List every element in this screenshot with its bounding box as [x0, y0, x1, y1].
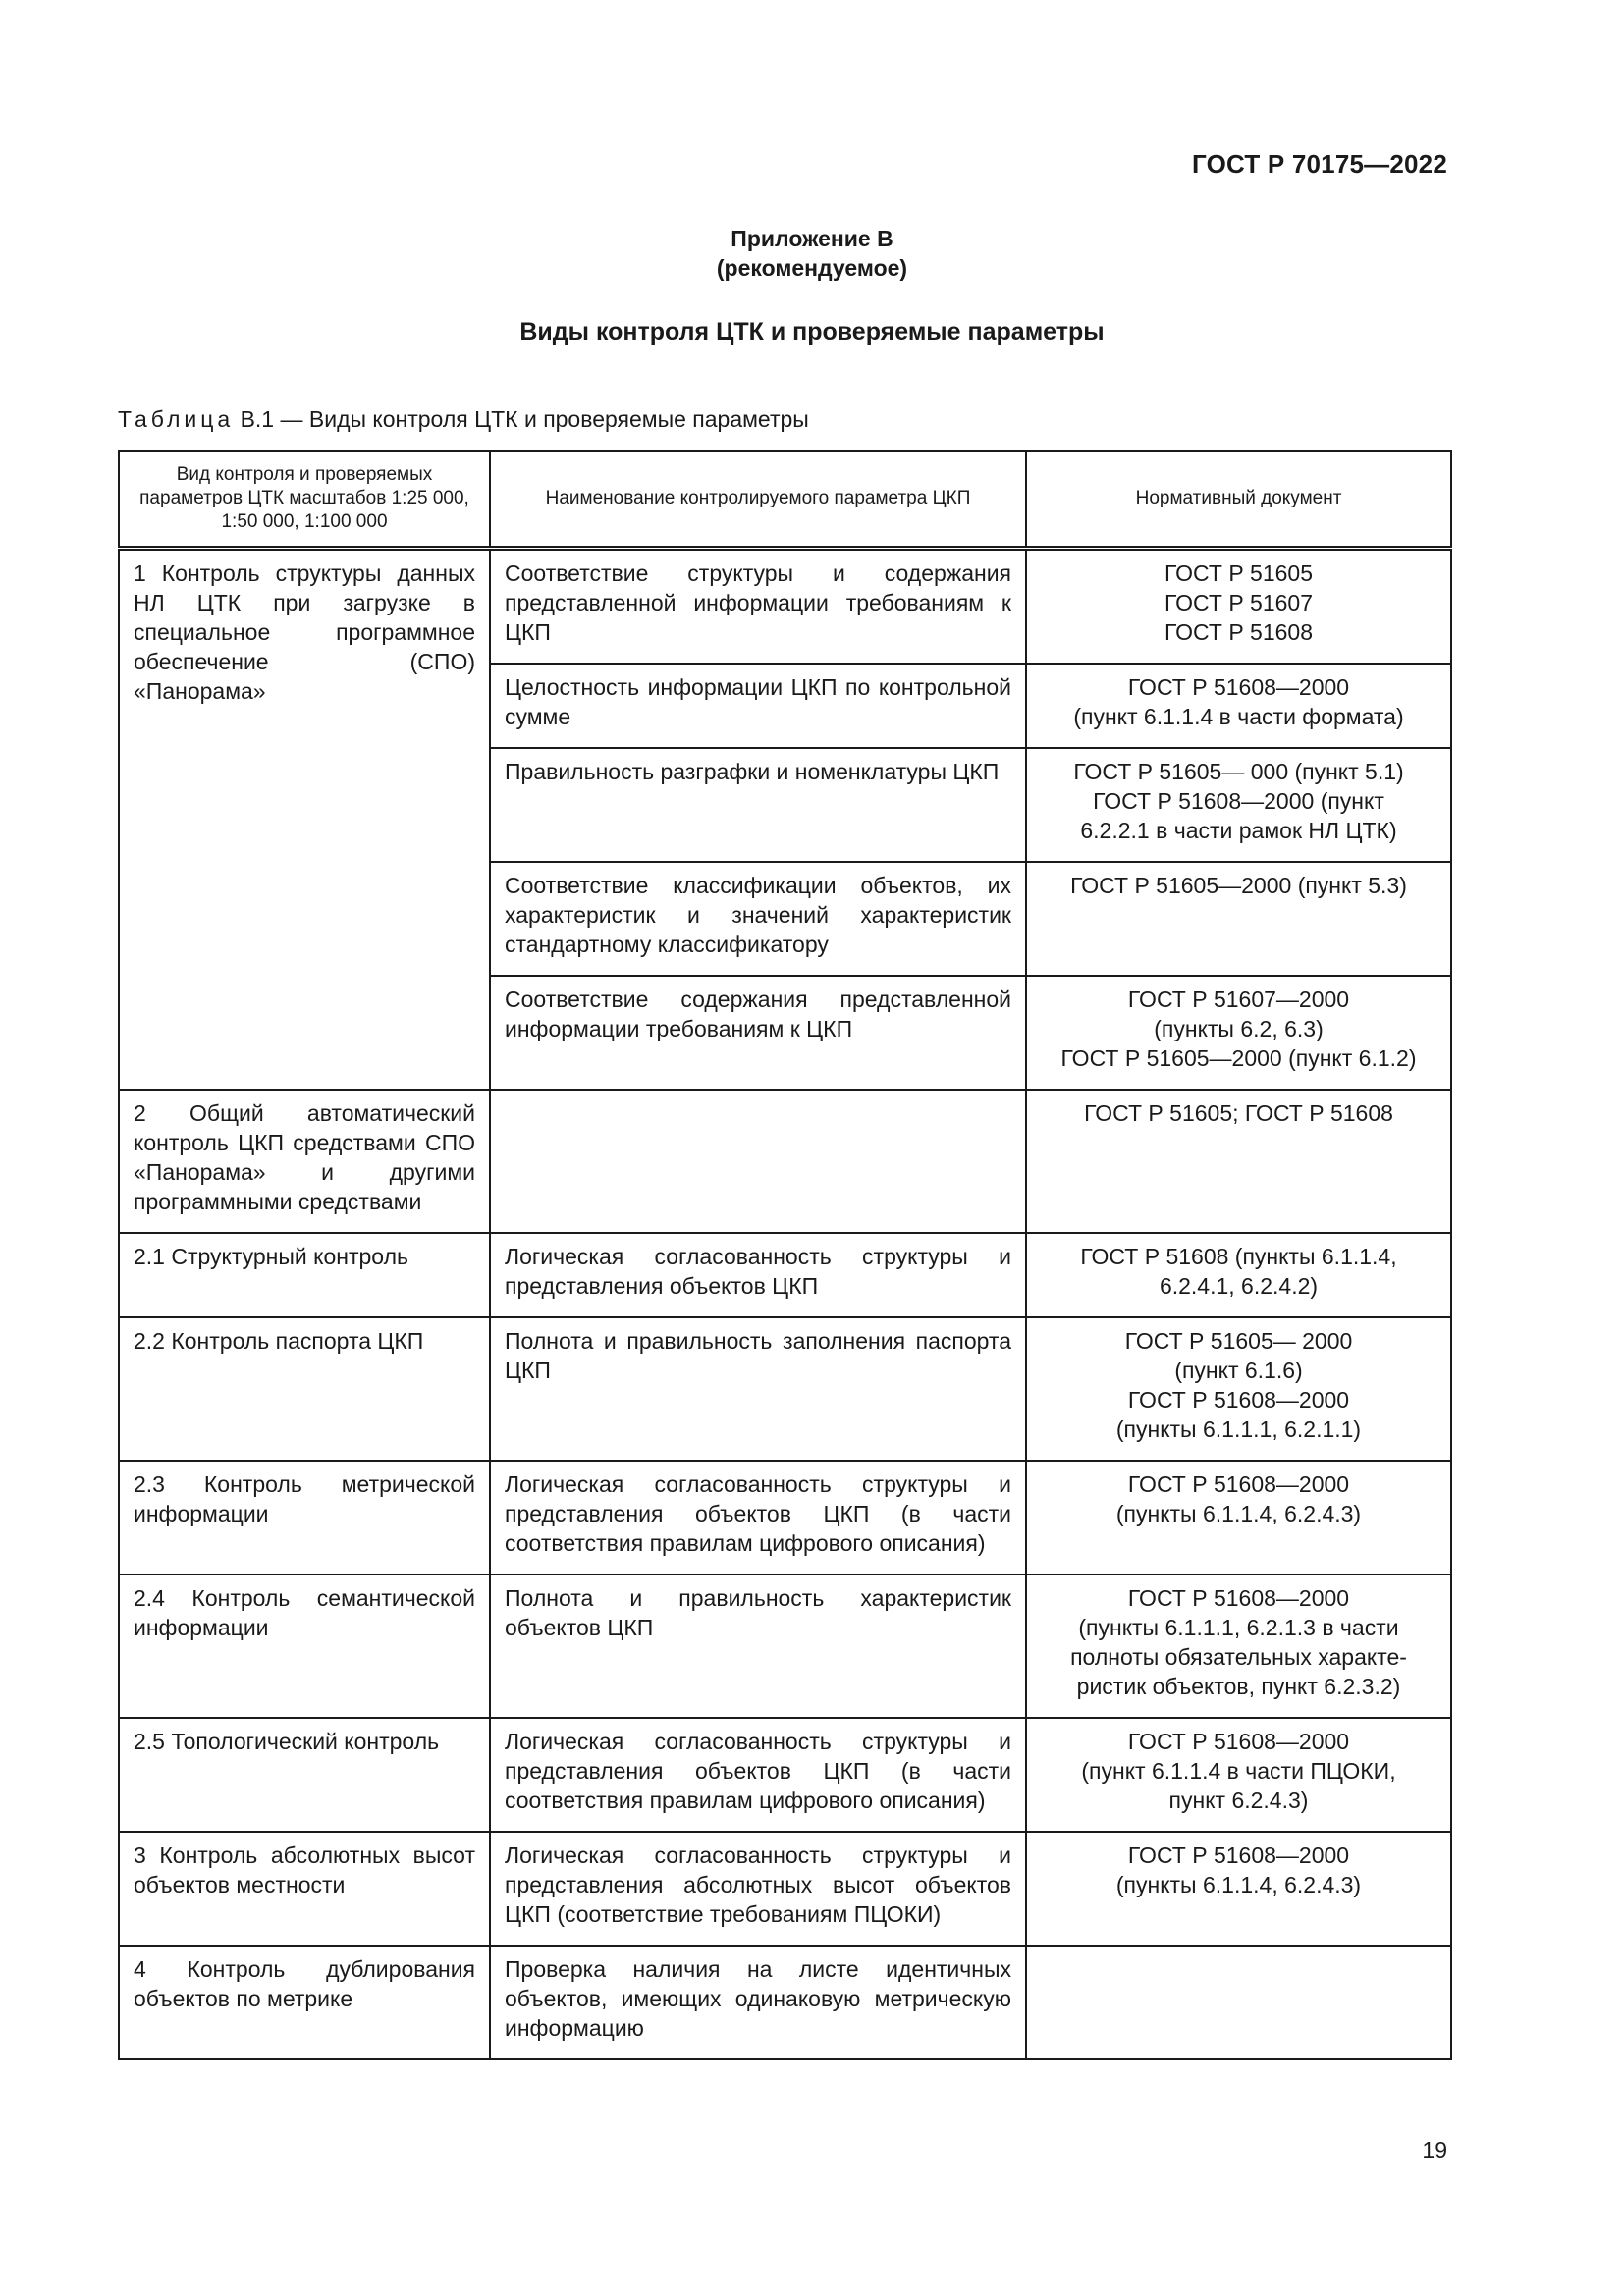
normative-doc-line: (пункты 6.1.1.1, 6.2.1.3 в части [1078, 1615, 1399, 1640]
normative-doc-line: ГОСТ Р 51608 (пункты 6.1.1.4, [1080, 1244, 1397, 1269]
parameter-cell: Соответствие структуры и содержания представленной информации требованиям к ЦКП [490, 549, 1026, 665]
parameter-cell: Логическая согласованность структуры и представления объектов ЦКП (в части соответствия правилам цифрового описания) [490, 1461, 1026, 1575]
control-type-cell: 2 Общий автоматический контроль ЦКП средствами СПО «Панорама» и другими программными средствами [119, 1090, 490, 1233]
control-type-cell: 4 Контроль дублирования объектов по метрике [119, 1946, 490, 2059]
table-row [119, 549, 1451, 665]
parameter-cell: Полнота и правильность заполнения паспорта ЦКП [490, 1317, 1026, 1461]
section-title: Виды контроля ЦТК и проверяемые параметры [519, 318, 1105, 346]
normative-doc-line: ристик объектов, пункт 6.2.3.2) [1076, 1674, 1401, 1699]
page-number: 19 [1422, 2137, 1447, 2163]
parameter-cell: Правильность разграфки и номенклатуры ЦКП [490, 748, 1026, 862]
normative-doc-cell [1026, 1233, 1451, 1317]
appendix-label: Приложение В [731, 226, 893, 251]
normative-doc-line: полноты обязательных характе- [1070, 1644, 1407, 1670]
normative-doc-line: (пункт 6.1.6) [1174, 1358, 1303, 1383]
normative-doc-line: ГОСТ Р 51608—2000 [1127, 674, 1350, 700]
normative-doc-cell [1026, 1832, 1451, 1946]
header-parameter: Наименование контролируемого параметра ЦКП [490, 451, 1026, 549]
normative-doc-cell [1026, 1718, 1451, 1832]
normative-doc-cell [1026, 1317, 1451, 1461]
parameter-cell: Полнота и правильность характеристик объектов ЦКП [490, 1575, 1026, 1718]
normative-doc-cell [1026, 1090, 1451, 1233]
table-caption-prefix: Таблица [118, 406, 235, 432]
table-body [119, 549, 1451, 2060]
parameter-cell: Соответствие классификации объектов, их характеристик и значений характеристик стандартному классификатору [490, 862, 1026, 976]
normative-doc-line: ГОСТ Р 51605— 000 (пункт 5.1) [1073, 759, 1404, 784]
normative-doc-line: (пункт 6.1.1.4 в части формата) [1073, 704, 1404, 729]
document-code: ГОСТ Р 70175—2022 [1192, 149, 1447, 179]
normative-doc-line: (пункты 6.2, 6.3) [1154, 1016, 1324, 1041]
normative-doc-cell [1026, 1946, 1451, 2059]
normative-doc-cell [1026, 748, 1451, 862]
normative-doc-line: ГОСТ Р 51608—2000 [1127, 1729, 1350, 1754]
normative-doc-line: ГОСТ Р 51607 [1164, 590, 1314, 615]
normative-doc-cell [1026, 549, 1451, 665]
control-type-cell: 2.5 Топологический контроль [119, 1718, 490, 1832]
normative-doc-line: (пункты 6.1.1.4, 6.2.4.3) [1115, 1872, 1362, 1897]
appendix-status: (рекомендуемое) [716, 255, 908, 281]
parameter-cell: Проверка наличия на листе идентичных объектов, имеющих одинаковую метрическую информацию [490, 1946, 1026, 2059]
normative-doc-line: ГОСТ Р 51607—2000 [1127, 987, 1350, 1012]
table-caption-text: В.1 — Виды контроля ЦТК и проверяемые параметры [234, 406, 809, 432]
table-row [119, 1317, 1451, 1461]
parameter-cell: Логическая согласованность структуры и представления объектов ЦКП [490, 1233, 1026, 1317]
normative-doc-cell [1026, 1575, 1451, 1718]
normative-doc-cell [1026, 1461, 1451, 1575]
control-type-cell: 1 Контроль структуры данных НЛ ЦТК при загрузке в специальное программное обеспечение (СПО) «Панорама» [119, 549, 490, 1091]
table-row [119, 1946, 1451, 2059]
normative-doc-line: (пункты 6.1.1.4, 6.2.4.3) [1115, 1501, 1362, 1526]
table-row [119, 1832, 1451, 1946]
normative-doc-line: 6.2.4.1, 6.2.4.2) [1159, 1273, 1319, 1299]
normative-doc-line: пункт 6.2.4.3) [1168, 1788, 1309, 1813]
control-types-table [118, 450, 1452, 2060]
control-type-cell: 3 Контроль абсолютных высот объектов местности [119, 1832, 490, 1946]
parameter-cell: Логическая согласованность структуры и представления объектов ЦКП (в части соответствия правилам цифрового описания) [490, 1718, 1026, 1832]
normative-doc-line: (пункты 6.1.1.1, 6.2.1.1) [1115, 1416, 1362, 1442]
control-type-cell: 2.1 Структурный контроль [119, 1233, 490, 1317]
table-row [119, 1090, 1451, 1233]
table-row [119, 1575, 1451, 1718]
table-header-row [119, 451, 1451, 549]
parameter-cell: Целостность информации ЦКП по контрольной сумме [490, 664, 1026, 748]
header-control-type: Вид контроля и проверяемых параметров ЦТК масштабов 1:25 000, 1:50 000, 1:100 000 [119, 451, 490, 549]
normative-doc-line: ГОСТ Р 51605— 2000 [1124, 1328, 1353, 1354]
normative-doc-line: ГОСТ Р 51608—2000 (пункт [1093, 788, 1384, 814]
normative-doc-line: ГОСТ Р 51605; ГОСТ Р 51608 [1084, 1100, 1393, 1126]
normative-doc-line: (пункт 6.1.1.4 в части ПЦОКИ, [1081, 1758, 1396, 1784]
appendix-title [0, 224, 1624, 283]
header-normative-doc: Нормативный документ [1026, 451, 1451, 549]
normative-doc-line: ГОСТ Р 51605—2000 (пункт 5.3) [1070, 873, 1407, 898]
normative-doc-line: ГОСТ Р 51608—2000 [1127, 1842, 1350, 1868]
control-type-cell: 2.4 Контроль семантической информации [119, 1575, 490, 1718]
normative-doc-cell [1026, 976, 1451, 1090]
normative-doc-line: ГОСТ Р 51605—2000 (пункт 6.1.2) [1060, 1045, 1417, 1071]
control-type-cell: 2.3 Контроль метрической информации [119, 1461, 490, 1575]
table-row [119, 1461, 1451, 1575]
normative-doc-line: ГОСТ Р 51608—2000 [1127, 1471, 1350, 1497]
normative-doc-line: ГОСТ Р 51608—2000 [1127, 1387, 1350, 1413]
normative-doc-line: ГОСТ Р 51608 [1164, 619, 1314, 645]
parameter-cell: Соответствие содержания представленной информации требованиям к ЦКП [490, 976, 1026, 1090]
table-row [119, 1718, 1451, 1832]
parameter-cell: Логическая согласованность структуры и представления абсолютных высот объектов ЦКП (соответствие требованиям ПЦОКИ) [490, 1832, 1026, 1946]
table-row [119, 1233, 1451, 1317]
normative-doc-line: ГОСТ Р 51605 [1164, 561, 1314, 586]
normative-doc-line: 6.2.2.1 в части рамок НЛ ЦТК) [1080, 818, 1397, 843]
normative-doc-cell [1026, 862, 1451, 976]
parameter-cell [490, 1090, 1026, 1233]
normative-doc-cell [1026, 664, 1451, 748]
table-caption [118, 406, 809, 433]
normative-doc-line: ГОСТ Р 51608—2000 [1127, 1585, 1350, 1611]
control-type-cell: 2.2 Контроль паспорта ЦКП [119, 1317, 490, 1461]
